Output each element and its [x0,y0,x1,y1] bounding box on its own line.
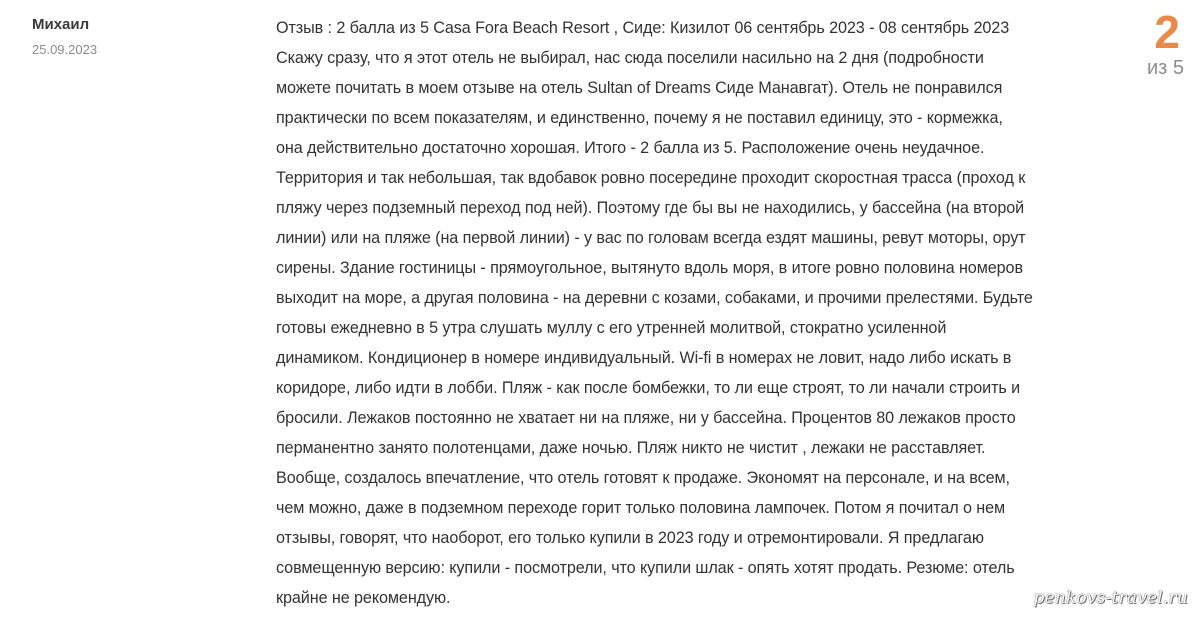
review-date: 25.09.2023 [32,42,98,57]
review-line: Скажу сразу, что я этот отель не выбирал, нас сюда поселили насильно на 2 дня (подробности [276,49,984,67]
review-line: она действительно достаточно хорошая. Итого - 2 балла из 5. Расположение очень неудачное. [276,139,985,157]
review-line: можете почитать в моем отзыве на отель Sultan of Dreams Сиде Манавгат). Отель не понравился [276,79,1003,97]
review-line: Отзыв : 2 балла из 5 Casa Fora Beach Resort , Сиде: Кизилот 06 сентябрь 2023 - 08 сентябрь 2023 [276,19,1010,37]
review-line: Территория и так небольшая, так вдобавок ровно посередине проходит скоростная трасса (проход к [276,169,1026,187]
review-line: совмещенную версию: купили - посмотрели, что купили шлак - опять хотят продать. Резюме: отель [276,559,1015,577]
review-line: отзывы, говорят, что наоборот, его только купили в 2023 году и отремонтировали. Я предлагаю [276,529,984,547]
site-watermark: penkovs-travel.ru [1033,588,1188,608]
review-text [276,13,1076,613]
rating-score [1104,8,1184,80]
review-line: перманентно занято полотенцами, даже ночью. Пляж никто не чистит , лежаки не расставляет. [276,439,986,457]
review-line: выходит на море, а другая половина - на деревни с козами, собаками, и прочими прелестями. Будьте [276,289,1033,307]
review-line: практически по всем показателям, и единственно, почему я не поставил единицу, это - кормежка, [276,109,1003,127]
review-line: коридоре, либо идти в лобби. Пляж - как после бомбежки, то ли еще строят, то ли начали строить и [276,379,1021,397]
review-line: Вообще, создалось впечатление, что отель готовят к продаже. Экономят на персонале, и на всем, [276,469,1010,487]
rating-max: из 5 [1146,57,1184,79]
review-line: бросили. Лежаков постоянно не хватает ни на пляже, ни у бассейна. Процентов 80 лежаков просто [276,409,1016,427]
review-line: пляжу через подземный переход под ней). Поэтому где бы вы не находились, у бассейна (на второй [276,199,1025,217]
author-name: Михаил [32,16,90,33]
review-line: сирены. Здание гостиницы - прямоугольное, вытянуто вдоль моря, в итоге ровно половина номеров [276,259,1023,277]
rating-value: 2 [1154,6,1180,58]
review-line: крайне не рекомендую. [276,589,451,607]
review-author [32,14,232,60]
review-line: чем можно, даже в подземном переходе горит только половина лампочек. Потом я почитал о нем [276,499,1006,517]
review-line: готовы ежедневно в 5 утра слушать муллу с его утренней молитвой, стократно усиленной [276,319,947,337]
review-line: линии) или на пляже (на первой линии) - у вас по головам всегда ездят машины, ревут моторы, орут [276,229,1026,247]
review-line: динамиком. Кондиционер в номере индивидуальный. Wi-fi в номерах не ловит, надо либо искать в [276,349,1012,367]
